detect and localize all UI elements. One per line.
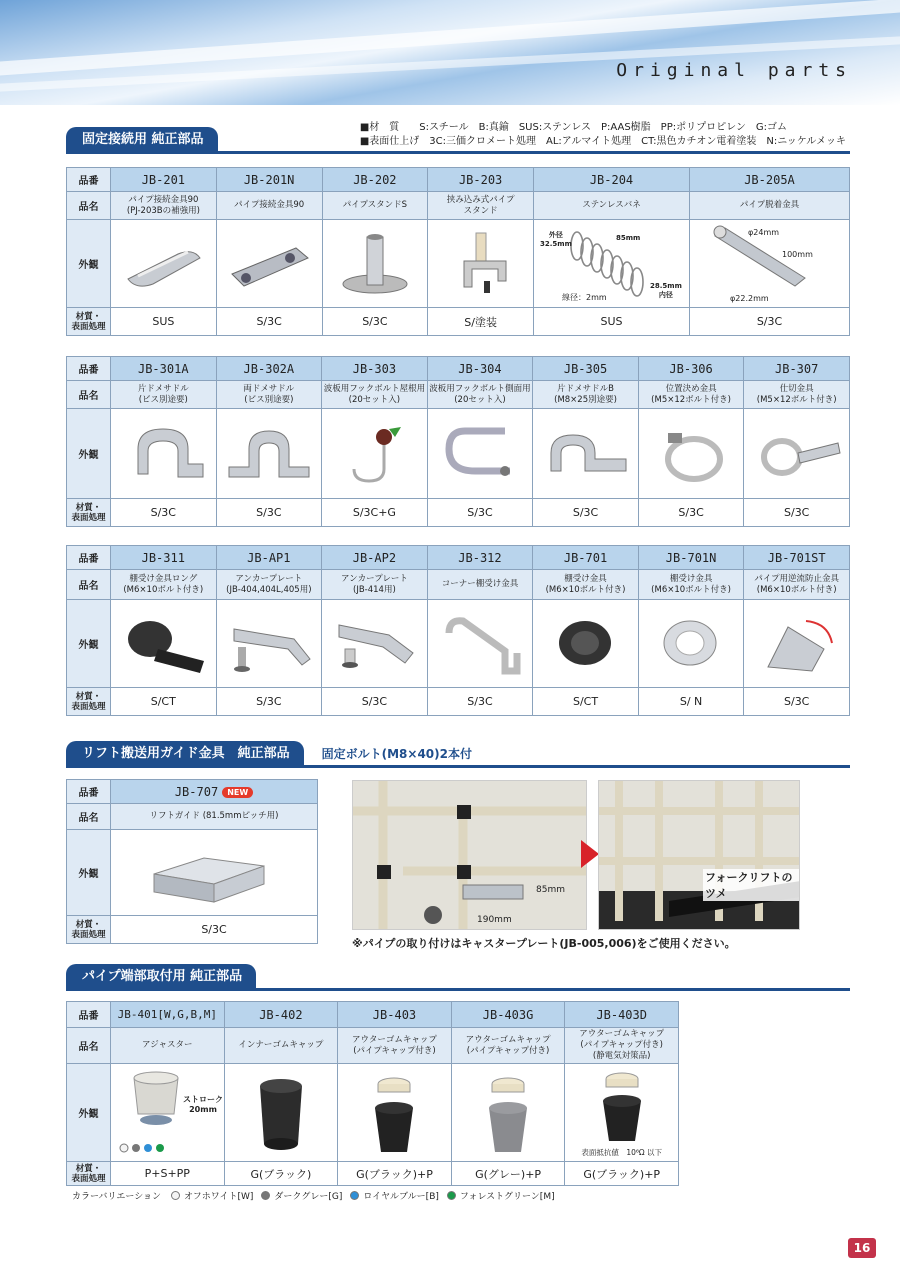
table-cell: パイプ脱着金具 [690, 192, 850, 220]
table-cell: アウターゴムキャップ (パイプキャップ付き) [338, 1028, 452, 1064]
backflow-stopper-image [752, 609, 842, 679]
parts-table-3 [66, 545, 850, 716]
table-cell: 品番 [67, 1002, 111, 1028]
table-cell: 片ドメサドルB (M8×25別途要) [533, 381, 639, 409]
section-title: 固定接続用 純正部品 [66, 127, 218, 153]
forklift-photo [598, 780, 800, 930]
table-cell: JB-306 [638, 357, 744, 381]
table-cell: SUS [111, 308, 217, 336]
lift-guide-image [134, 838, 294, 908]
table-cell [111, 830, 318, 916]
table-cell: JB-301A [111, 357, 217, 381]
anchor-plate-ap2-image [329, 609, 419, 679]
table-cell: コーナー棚受け金具 [427, 570, 533, 600]
pin-d1-label: φ24mm [748, 228, 780, 237]
page-number: 16 [848, 1238, 876, 1258]
table-cell: S/3C [216, 308, 322, 336]
outer-rubber-cap-gray-image [463, 1068, 553, 1158]
table-cell: S/ N [638, 688, 744, 716]
table-cell: S/3C [216, 499, 322, 527]
section-lift-guide: リフト搬送用ガイド金具 純正部品 固定ボルト(M8×40)2本付 [66, 741, 472, 767]
part-code: JB-203 [428, 168, 534, 192]
table-cell [638, 600, 744, 688]
table-cell: 外観 [67, 409, 111, 499]
table-cell [322, 220, 428, 308]
table-cell: 棚受け金具 (M6×10ボルト付き) [533, 570, 639, 600]
table-cell: ステンレスバネ [534, 192, 690, 220]
anchor-plate-ap1-image [224, 609, 314, 679]
lift-guide-photo [352, 780, 587, 930]
outer-rubber-cap-antistatic-image [577, 1067, 667, 1147]
spring-length-label: 85mm [616, 234, 641, 242]
part-code: JB-202 [322, 168, 428, 192]
table-cell: 波板用フックボルト側面用 (20セット入) [427, 381, 533, 409]
table-cell: JB-707 NEW [111, 780, 318, 804]
table-cell: S/CT [111, 688, 217, 716]
pipe-stand-image [330, 229, 420, 299]
table-cell [111, 220, 217, 308]
hook-bolt-side-image [435, 419, 525, 489]
table-cell: SUS [534, 308, 690, 336]
photo-width-label: 190mm [477, 915, 512, 925]
table-cell [427, 409, 533, 499]
table-cell [111, 409, 217, 499]
arrow-icon [581, 840, 599, 868]
table-cell: 品名 [67, 570, 111, 600]
table-cell [744, 409, 850, 499]
table-cell: 外観 [67, 220, 111, 308]
table-cell: JB-304 [427, 357, 533, 381]
caster-plate-note: ※パイプの取り付けはキャスタープレート(JB-005,006)をご使用ください。 [352, 937, 736, 950]
table-cell: JB-305 [533, 357, 639, 381]
inner-rubber-cap-image [236, 1068, 326, 1158]
table-cell: 品番 [67, 357, 111, 381]
part-code: JB-205A [690, 168, 850, 192]
spring-inner-label: 28.5mm 内径 [650, 282, 682, 299]
table-cell: アウターゴムキャップ (パイプキャップ付き) (静電気対策品) [565, 1028, 679, 1064]
table-cell: S/3C [322, 308, 428, 336]
table-cell: 品番 [67, 168, 111, 192]
table-cell: 材質・ 表面処理 [67, 1162, 111, 1186]
table-cell: JB-307 [744, 357, 850, 381]
table-cell [533, 409, 639, 499]
table-cell: S/3C [744, 688, 850, 716]
table-cell: パイプ接続金具90 (PJ-203Bの補強用) [111, 192, 217, 220]
table-cell: 外観 [67, 830, 111, 916]
table-cell: 材質・ 表面処理 [67, 688, 111, 716]
saddle-one-side-image [118, 419, 208, 489]
table-cell [534, 220, 690, 308]
table-cell [428, 220, 534, 308]
table-cell [533, 600, 639, 688]
table-cell: パイプスタンドS [322, 192, 428, 220]
table-cell: JB-701N [638, 546, 744, 570]
table-cell: JB-403D [565, 1002, 679, 1028]
color-variation: カラーバリエーション オフホワイト[W] ダークグレー[G] ロイヤルブルー[B] フォレストグリーン[M] [72, 1192, 555, 1202]
table-cell: 棚受け金具 (M6×10ボルト付き) [638, 570, 744, 600]
parts-table-2 [66, 356, 850, 527]
table-cell: パイプ接続金具90 [216, 192, 322, 220]
table-cell [565, 1064, 679, 1162]
table-cell: 品番 [67, 546, 111, 570]
parts-table-5 [66, 1001, 679, 1186]
table-cell: 波板用フックボルト屋根用 (20セット入) [322, 381, 428, 409]
table-cell: 材質・ 表面処理 [67, 308, 111, 336]
table-cell: 品番 [67, 780, 111, 804]
partition-bracket-image [752, 419, 842, 489]
photo-height-label: 85mm [536, 885, 565, 895]
table-cell: パイプ用逆流防止金具 (M6×10ボルト付き) [744, 570, 850, 600]
surface-resistance-label: 表面抵抗値 10⁶Ω 以下 [581, 1148, 663, 1157]
stroke-label: ストローク 20mm [183, 1095, 223, 1114]
table-cell [322, 409, 428, 499]
table-cell: S/3C [638, 499, 744, 527]
table-cell: JB-AP2 [322, 546, 428, 570]
table-cell: JB-402 [224, 1002, 338, 1028]
forklift-tine-label: フォークリフトのツメ [703, 869, 799, 901]
table-cell [427, 600, 533, 688]
table-cell: G(ブラック)+P [338, 1162, 452, 1186]
table-cell: JB-403 [338, 1002, 452, 1028]
table-cell [638, 409, 744, 499]
table-cell [216, 220, 322, 308]
table-cell: 材質・ 表面処理 [67, 916, 111, 944]
table-cell: JB-303 [322, 357, 428, 381]
pin-d2-label: φ22.2mm [730, 294, 769, 303]
saddle-b-image [541, 419, 631, 489]
page-header [0, 0, 900, 105]
pipe-joint-90-image [224, 234, 314, 294]
table-cell: 品名 [67, 192, 111, 220]
spring-outer-label: 外径 32.5mm [540, 231, 572, 248]
table-cell: 外観 [67, 1064, 111, 1162]
table-cell: S/3C [533, 499, 639, 527]
table-cell [322, 600, 428, 688]
pipe-joint-image [118, 234, 208, 294]
table-cell: S/3C [322, 688, 428, 716]
table-cell [216, 600, 322, 688]
table-cell [451, 1064, 565, 1162]
parts-table-4 [66, 779, 318, 944]
table-cell [111, 1064, 225, 1162]
clamp-stand-image [436, 229, 526, 299]
table-cell [338, 1064, 452, 1162]
part-code: JB-201N [216, 168, 322, 192]
positioning-bracket-image [646, 419, 736, 489]
table-cell: P+S+PP [111, 1162, 225, 1186]
table-cell: 両ドメサドル (ビス別途要) [216, 381, 322, 409]
table-cell: S/3C [111, 916, 318, 944]
section-fixed-connection [66, 127, 218, 153]
table-cell: アウターゴムキャップ (パイプキャップ付き) [451, 1028, 565, 1064]
table-cell [111, 600, 217, 688]
table-cell: 品名 [67, 1028, 111, 1064]
table-cell: S/CT [533, 688, 639, 716]
parts-table-1 [66, 167, 850, 336]
table-cell: S/3C [427, 499, 533, 527]
table-cell: JB-403G [451, 1002, 565, 1028]
table-cell: JB-302A [216, 357, 322, 381]
part-code: JB-204 [534, 168, 690, 192]
table-cell: アンカープレート (JB-404,404L,405用) [216, 570, 322, 600]
table-cell: S/3C [427, 688, 533, 716]
legend: ■材 質 S:スチール B:真鍮 SUS:ステンレス P:AAS樹脂 PP:ポリプロピレン G:ゴム ■表面仕上げ 3C:三価クロメート処理 AL:アルマイト処理 CT:黒色カチオン電着塗装 N:ニッケルメッキ [359, 122, 846, 147]
table-cell: S/3C [111, 499, 217, 527]
outer-rubber-cap-image [349, 1068, 439, 1158]
table-cell [744, 600, 850, 688]
shelf-bracket-701-image [541, 609, 631, 679]
pin-length-label: 100mm [782, 250, 813, 259]
hook-bolt-roof-image [329, 419, 419, 489]
table-cell: S/3C [216, 688, 322, 716]
table-cell: G(ブラック)+P [565, 1162, 679, 1186]
table-cell: S/3C [744, 499, 850, 527]
new-badge: NEW [222, 787, 253, 798]
table-cell: G(ブラック) [224, 1162, 338, 1186]
spring-wire-label: 線径：2mm [562, 293, 607, 302]
part-code: JB-201 [111, 168, 217, 192]
table-cell [690, 220, 850, 308]
corner-shelf-bracket-image [435, 609, 525, 679]
section-pipe-end: パイプ端部取付用 純正部品 [66, 964, 256, 990]
table-cell: S/3C [690, 308, 850, 336]
table-cell: JB-311 [111, 546, 217, 570]
table-cell: JB-AP1 [216, 546, 322, 570]
table-cell: 片ドメサドル (ビス別途要) [111, 381, 217, 409]
page-title: Original parts [616, 60, 852, 81]
saddle-both-side-image [224, 419, 314, 489]
table-cell: 材質・ 表面処理 [67, 499, 111, 527]
table-cell [224, 1064, 338, 1162]
table-cell [216, 409, 322, 499]
table-cell: 品名 [67, 381, 111, 409]
table-cell: アンカープレート (JB-414用) [322, 570, 428, 600]
shelf-bracket-long-image [118, 609, 208, 679]
table-cell: 品名 [67, 804, 111, 830]
table-cell: JB-312 [427, 546, 533, 570]
table-cell: S/塗装 [428, 308, 534, 336]
table-cell: JB-401[W,G,B,M] [111, 1002, 225, 1028]
shelf-bracket-701n-image [646, 609, 736, 679]
table-cell: 外観 [67, 600, 111, 688]
table-cell: G(グレー)+P [451, 1162, 565, 1186]
table-cell: JB-701ST [744, 546, 850, 570]
table-cell: S/3C+G [322, 499, 428, 527]
table-cell: 位置決め金具 (M5×12ボルト付き) [638, 381, 744, 409]
table-cell: アジャスター [111, 1028, 225, 1064]
table-cell: 挟み込み式パイプ スタンド [428, 192, 534, 220]
table-cell: リフトガイド (81.5mmピッチ用) [111, 804, 318, 830]
table-cell: 棚受け金具ロング (M6×10ボルト付き) [111, 570, 217, 600]
table-cell: インナーゴムキャップ [224, 1028, 338, 1064]
table-cell: 仕切金具 (M5×12ボルト付き) [744, 381, 850, 409]
table-cell: JB-701 [533, 546, 639, 570]
